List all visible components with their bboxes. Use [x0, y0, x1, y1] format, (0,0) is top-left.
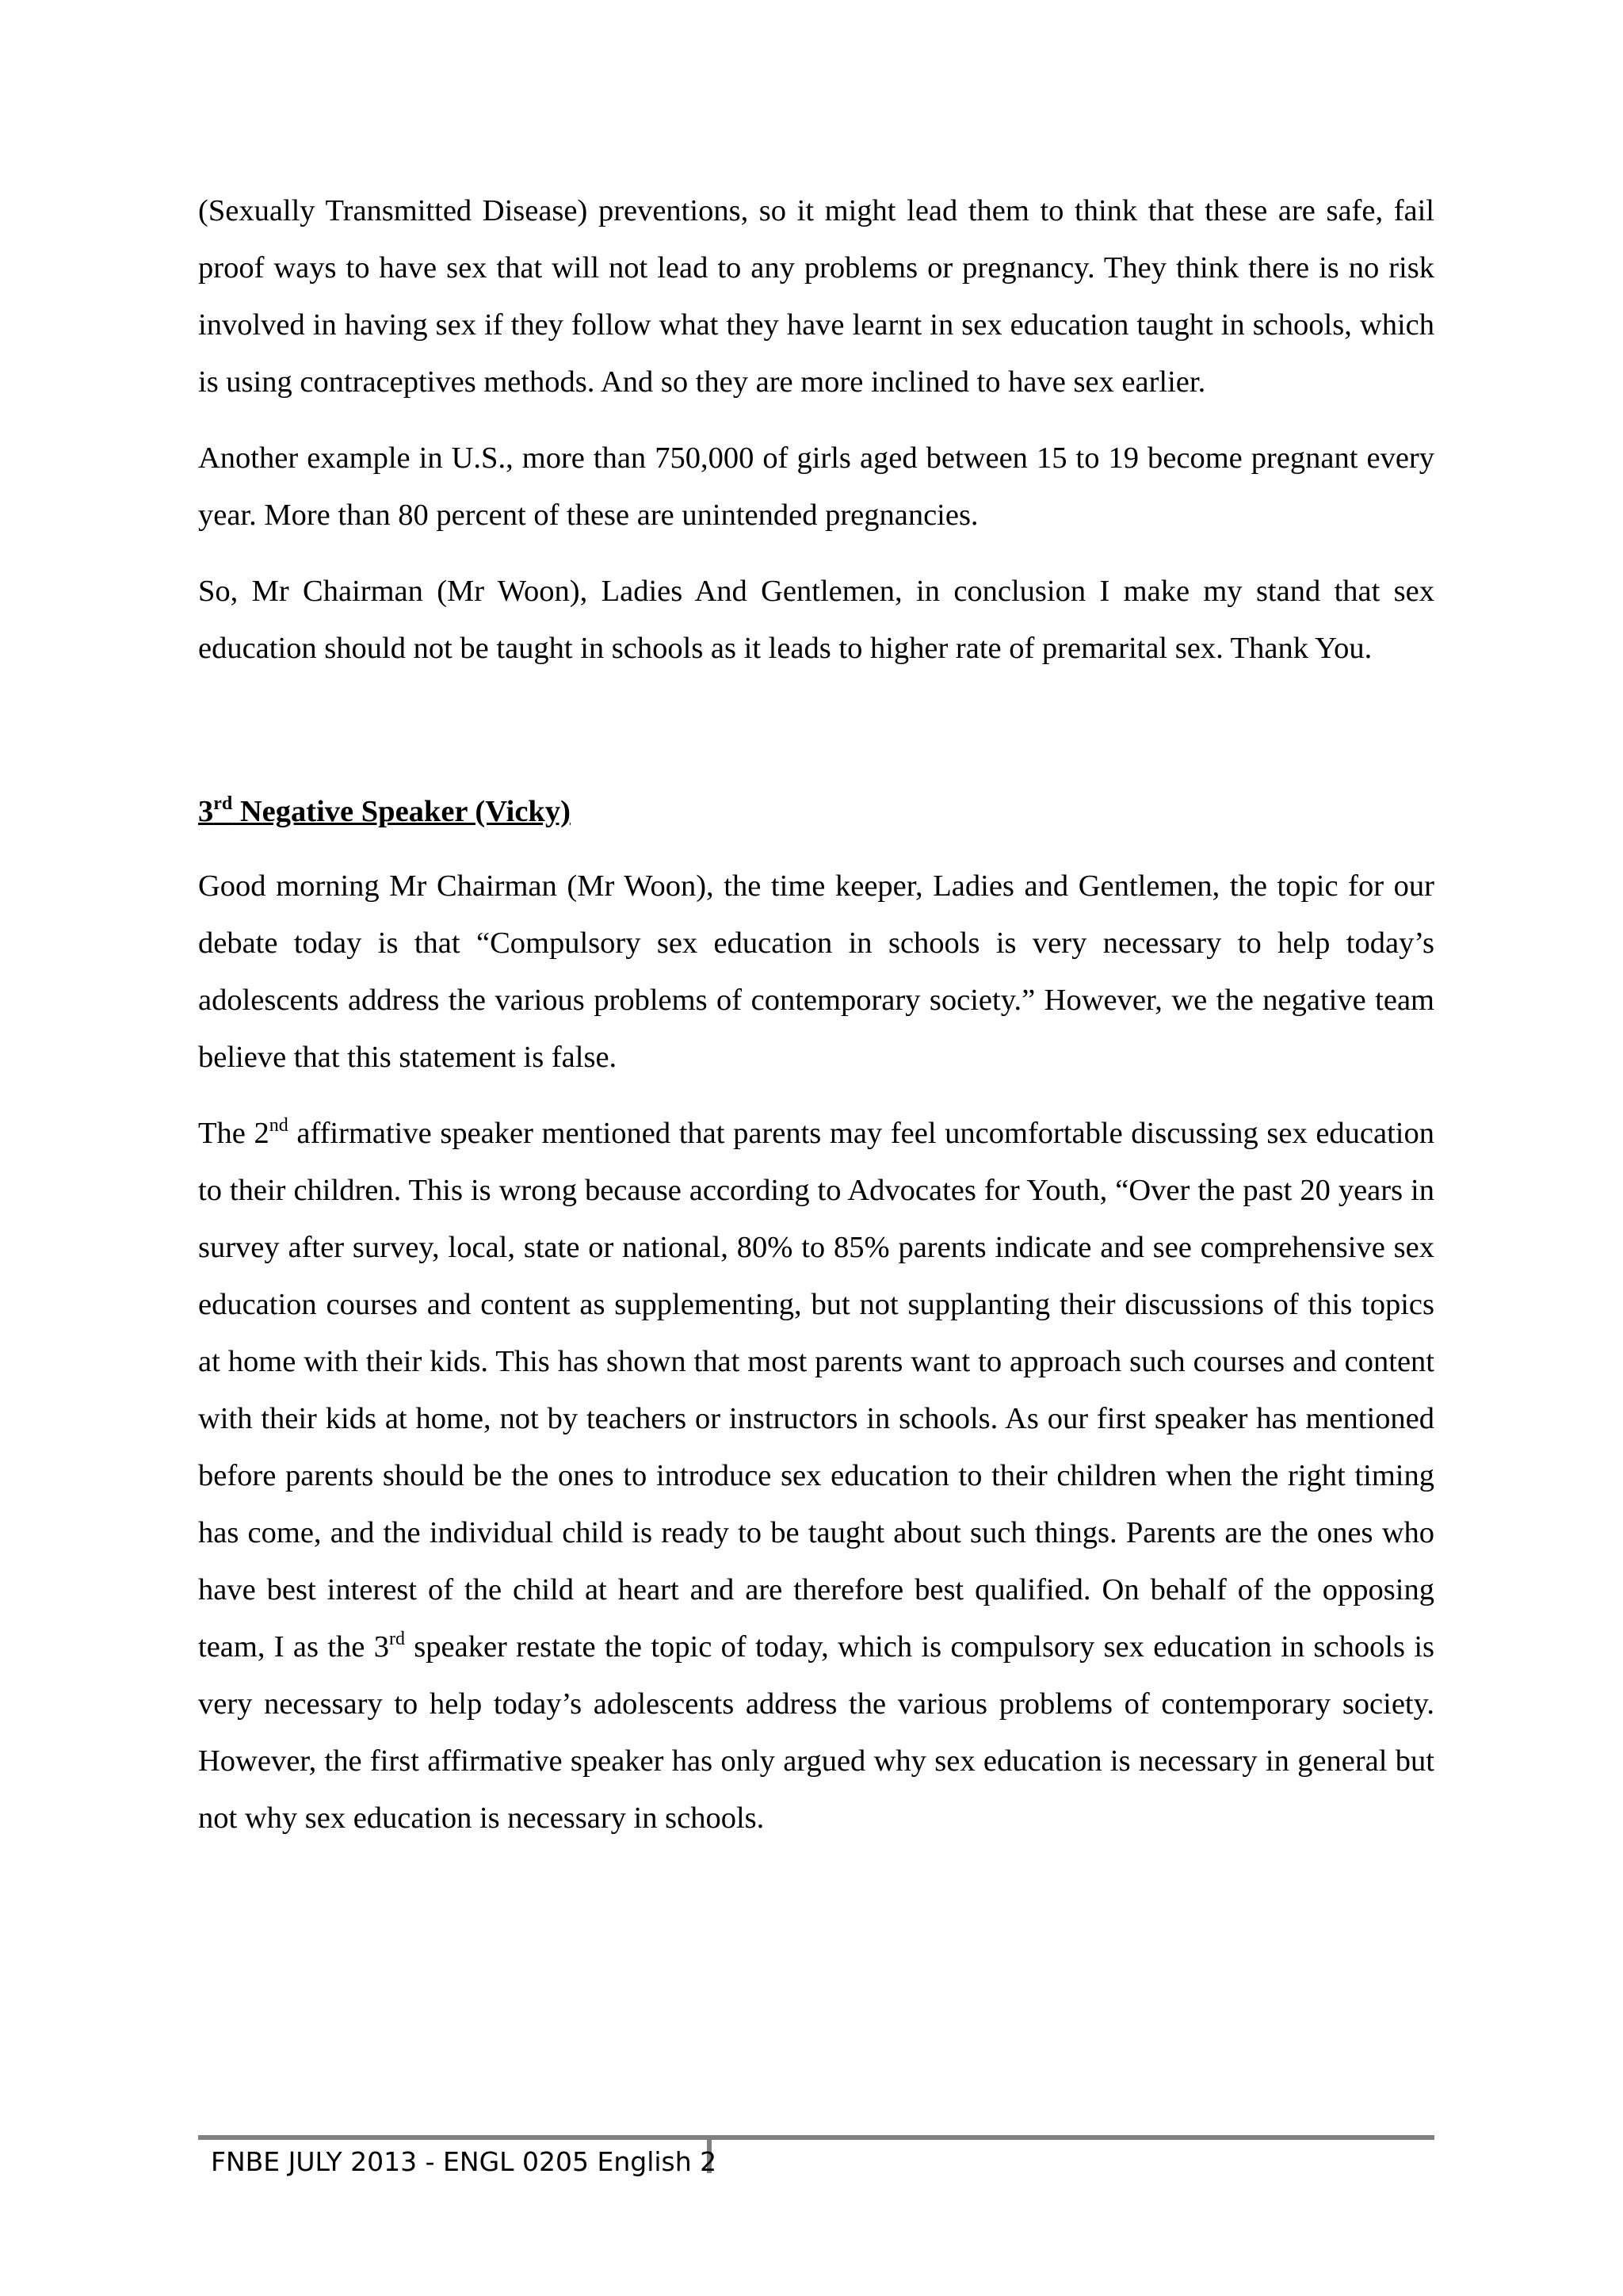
heading-ordinal-suffix: rd — [213, 793, 233, 814]
footer-text: FNBE JULY 2013 - ENGL 0205 English 2 — [211, 2146, 717, 2177]
paragraph-conclusion: So, Mr Chairman (Mr Woon), Ladies And Gentlemen, in conclusion I make my stand that sex education should not be taught in schools as it leads to higher rate of premarital sex. Thank You. — [198, 575, 1434, 665]
paragraph-rebuttal — [198, 1105, 1434, 1847]
rebuttal-sup-nd: nd — [269, 1115, 288, 1136]
section-spacer — [198, 696, 1434, 783]
rebuttal-part3: speaker restate the topic of today, which is compulsory sex education in schools is very necessary to help today’s adolescents address the various problems of contemporary society. However, the first affirmative speaker has only argued why sex education is necessary in general but not why sex education is necessary in schools. — [198, 1630, 1435, 1835]
footer-rule — [198, 2135, 1434, 2140]
rebuttal-part1: The 2 — [198, 1117, 269, 1150]
paragraph-us-example: Another example in U.S., more than 750,000 of girls aged between 15 to 19 become pregnant every year. More than 80 percent of these are unintended pregnancies. — [198, 441, 1434, 532]
rebuttal-sup-rd: rd — [388, 1629, 405, 1649]
paragraph-intro: Good morning Mr Chairman (Mr Woon), the time keeper, Ladies and Gentlemen, the topic for our debate today is that “Compulsory sex education in schools is very necessary to help today’s adolescents address the various problems of contemporary society.” However, we the negative team believe that this statement is false. — [198, 869, 1434, 1074]
document-page — [198, 182, 1434, 1847]
paragraph-std-prevention: (Sexually Transmitted Disease) preventions, so it might lead them to think that these are safe, fail proof ways to have sex that will not lead to any problems or pregnancy. They think there is no risk involved in having sex if they follow what they have learnt in sex education taught in schools, which is using contraceptives methods. And so they are more inclined to have sex earlier. — [198, 194, 1434, 399]
speaker-heading — [198, 783, 1434, 840]
heading-number: 3 — [198, 795, 214, 828]
rebuttal-part2: affirmative speaker mentioned that parents may feel uncomfortable discussing sex education to their children. This is wrong because according to Advocates for Youth, “Over the past 20 years in survey after survey, local, state or national, 80% to 85% parents indicate and see comprehensive sex education courses and content as supplementing, but not supplanting their discussions of this topics at home with their kids. This has shown that most parents want to approach such courses and content with their kids at home, not by teachers or instructors in schools. As our first speaker has mentioned before parents should be the ones to introduce sex education to their children when the right timing has come, and the individual child is ready to be taught about such things. Parents are the ones who have best interest of the child at heart and are therefore best qualified. On behalf of the opposing team, I as the 3 — [198, 1117, 1434, 1664]
heading-text: Negative Speaker (Vicky) — [232, 795, 571, 828]
